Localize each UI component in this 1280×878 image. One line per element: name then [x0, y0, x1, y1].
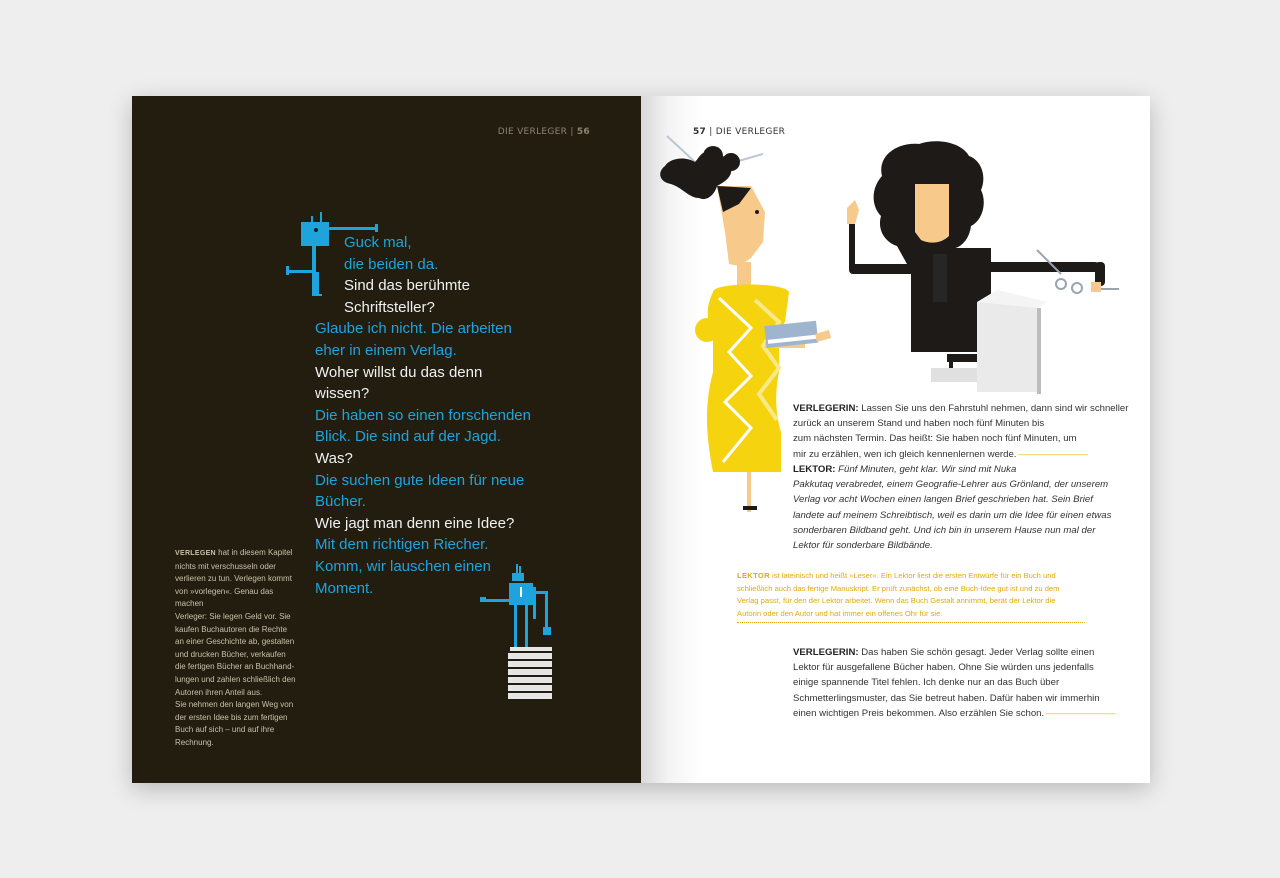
paragraph-line: zurück an unserem Stand und haben noch fünf Minuten bis	[793, 418, 1045, 430]
dialog-line: Wie jagt man denn eine Idee?	[315, 514, 515, 532]
paragraph-line: Pakkutaq verabredet, einem Geografie-Lehrer aus Grönland, der unserem	[793, 479, 1109, 491]
dialog-line: Woher willst du das denn	[315, 363, 483, 381]
speaker-label: VERLEGERIN:	[793, 403, 859, 414]
man-illustration	[837, 136, 1137, 396]
paragraph-line: landete auf meinem Schreibtisch, weil es darin um die Idee für einen etwas	[793, 509, 1112, 521]
sidenote-line: Sie nehmen den langen Weg von	[175, 700, 294, 710]
sidenote-line: Verleger: Sie legen Geld vor. Sie	[175, 611, 291, 621]
dialog-line: Schriftsteller?	[344, 298, 435, 316]
sidenote-line: an einer Geschichte ab, gestalten	[175, 637, 295, 647]
paragraph-line: Lektor für ausgefallene Bücher haben. Ohne Sie würden uns jedenfalls	[793, 662, 1094, 674]
paragraph-lektor	[793, 462, 1138, 553]
paragraph-line: Lassen Sie uns den Fahrstuhl nehmen, dann sind wir schneller	[861, 403, 1129, 414]
right-page	[641, 96, 1150, 783]
dialog-line: Bücher.	[315, 493, 366, 511]
sidenote-line: verlieren zu tun. Verlegen kommt	[175, 574, 292, 584]
book-spread	[132, 96, 1150, 783]
folio-left-number: 56	[576, 127, 590, 137]
folio-left-label: DIE VERLEGER |	[497, 127, 574, 137]
dialog-line: die beiden da.	[344, 255, 439, 273]
dialog-line: Guck mal,	[344, 234, 412, 251]
dialog-line: Glaube ich nicht. Die arbeiten	[315, 320, 512, 338]
paragraph-line: Fünf Minuten, geht klar. Wir sind mit Nuka	[838, 464, 1017, 475]
paragraph-line: sonderbaren Bildband geht. Und ich bin in unserem Hause nun mal der	[793, 524, 1096, 536]
dialog-line: wissen?	[315, 385, 370, 403]
dialog-line: Sind das berühmte	[344, 277, 470, 295]
paragraph-line: mir zu erzählen, wen ich gleich kennenlernen werde.	[793, 448, 1017, 460]
paragraph-verlegerin-2	[793, 645, 1138, 721]
dialog-line: Mit dem richtigen Riecher.	[315, 536, 489, 554]
sidenote-line: nichts mit verschusseln oder	[175, 561, 276, 571]
paragraph-line: Lektor für sonderbare Bildbände.	[793, 540, 933, 552]
sidenote-term: VERLEGEN	[175, 550, 216, 557]
paragraph-line: einige spannende Titel fehlen. Ich denke nur an das Buch über	[793, 677, 1060, 689]
dialog-line: Die haben so einen forschenden	[315, 406, 531, 424]
dialog-line: Moment.	[315, 579, 374, 597]
sidenote-verlegen	[175, 547, 300, 750]
note-line: schließlich auch das fertige Manuskript. Er prüft zunächst, ob eine Buch-Idee gut ist und zu dem	[737, 583, 1060, 593]
paragraph-line: Das haben Sie schön gesagt. Jeder Verlag sollte einen	[861, 647, 1095, 658]
dialog-line: Die suchen gute Ideen für neue	[315, 471, 525, 489]
dash-rule: ————————	[1044, 707, 1115, 719]
dash-rule: ————————	[1016, 448, 1087, 460]
dialog-line: eher in einem Verlag.	[315, 341, 457, 359]
sidenote-line: Buch auf sich – und auf ihre	[175, 725, 275, 735]
note-line: Verlag passt, für den der Lektor arbeitet. Wenn das Buch Gestalt annimmt, berät der Lektor die	[737, 596, 1056, 606]
note-line: Autorin oder den Autor und hat immer ein offenes Ohr für sie.	[737, 608, 943, 618]
sidenote-line: von »vorlegen«. Genau das machen	[175, 586, 274, 609]
dialog-block	[315, 232, 565, 599]
sidenote-line: Rechnung.	[175, 737, 214, 747]
note-line: ist lateinisch und heißt »Leser«. Ein Lektor liest die ersten Entwürfe für ein Buch und	[772, 571, 1056, 580]
left-page	[132, 96, 641, 783]
sidenote-line: hat in diesem Kapitel	[218, 548, 293, 557]
speaker-label: VERLEGERIN:	[793, 647, 859, 658]
dialog-line: Was?	[315, 449, 353, 467]
sidenote-line: lungen und zahlen schließlich den	[175, 674, 296, 684]
sidenote-line: der ersten Idee bis zum fertigen	[175, 712, 288, 722]
dialog-line: Blick. Die sind auf der Jagd.	[315, 428, 501, 446]
sidenote-line: und drucken Bücher, verkaufen	[175, 649, 286, 659]
folio-right-label: | DIE VERLEGER	[709, 127, 786, 137]
paragraph-verlegerin-1	[793, 401, 1138, 462]
sidenote-lektor	[737, 570, 1085, 623]
speaker-label: LEKTOR:	[793, 464, 836, 475]
paragraph-line: einen wichtigen Preis bekommen. Also erzählen Sie schon.	[793, 707, 1045, 719]
sidenote-line: Autoren ihren Anteil aus.	[175, 687, 263, 697]
folio-right-number: 57	[693, 127, 707, 137]
blue-figure-on-books-illustration	[477, 561, 567, 711]
dialog-line: Komm, wir lauschen einen	[315, 557, 491, 575]
folio-left	[498, 127, 590, 137]
paragraph-line: Schmetterlingsmuster, das Sie betreut haben. Dafür haben wir immerhin	[793, 692, 1100, 704]
paragraph-line: zum nächsten Termin. Das heißt: Sie haben noch fünf Minuten, um	[793, 433, 1077, 445]
sidenote-line: die fertigen Bücher an Buchhand-	[175, 662, 295, 672]
paragraph-line: Verlag vor acht Wochen einen langen Brief geschrieben hat. Sein Brief	[793, 494, 1093, 506]
sidenote-line: kaufen Buchautoren die Rechte	[175, 624, 288, 634]
note-term: LEKTOR	[737, 571, 770, 580]
